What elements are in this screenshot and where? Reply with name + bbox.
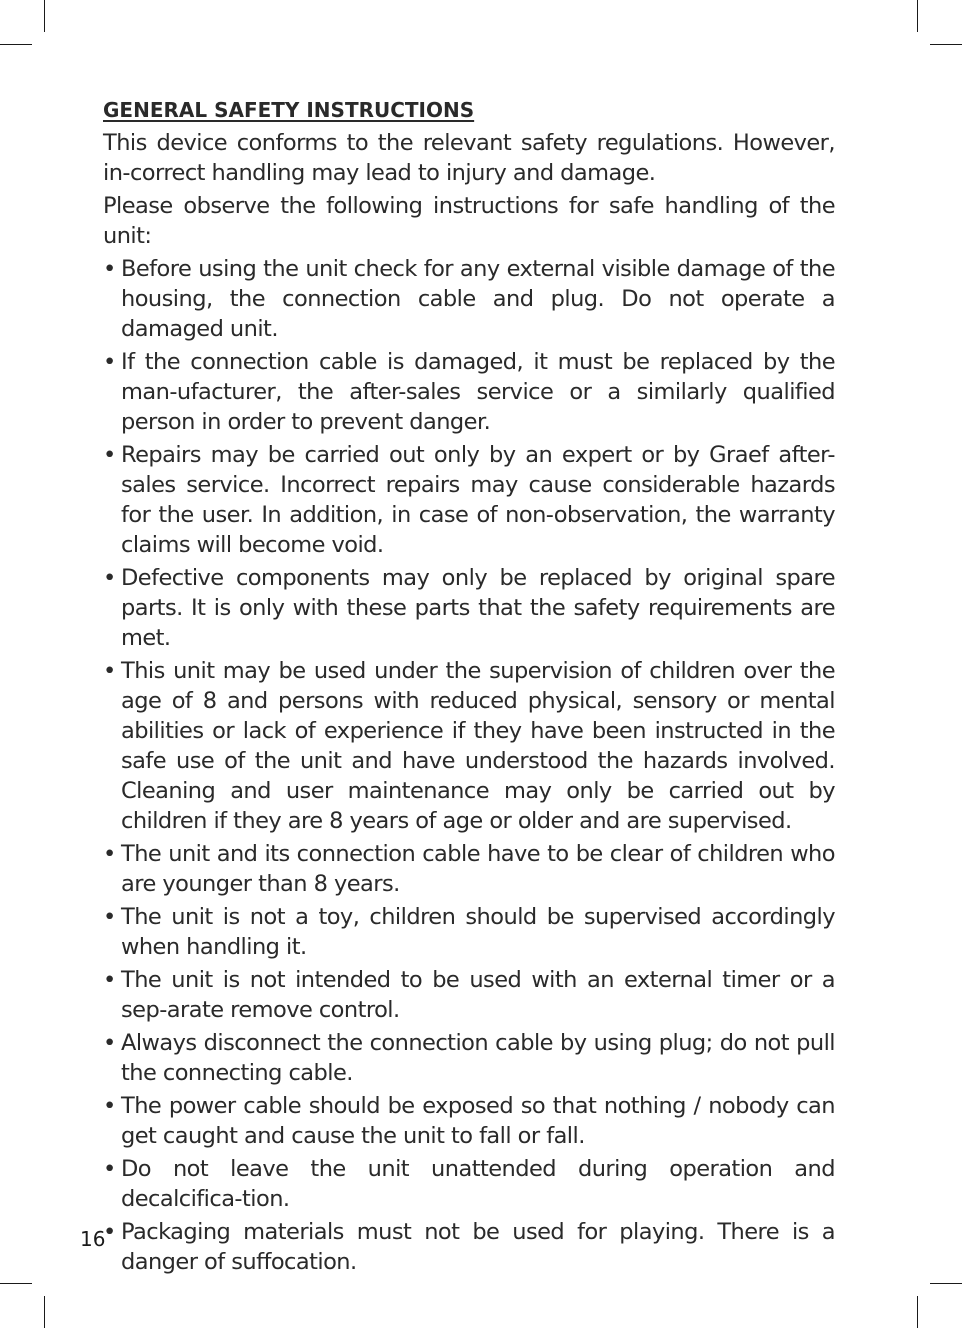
crop-mark-bottom-right-vertical	[917, 1296, 918, 1328]
list-item-text: The unit is not a toy, children should be supervised accordingly when handling it.	[121, 904, 835, 960]
list-item	[103, 347, 835, 437]
bullet-icon: •	[103, 349, 116, 375]
section-title: GENERAL SAFETY INSTRUCTIONS	[103, 98, 475, 122]
bullet-icon: •	[103, 1219, 116, 1245]
bullet-icon: •	[103, 904, 116, 930]
list-item-text: If the connection cable is damaged, it must be replaced by the man-ufacturer, the after-sales service or a similarly qualified person in order to prevent danger.	[121, 349, 835, 435]
bullet-icon: •	[103, 967, 116, 993]
list-item-text: Always disconnect the connection cable by using plug; do not pull the connecting cable.	[121, 1030, 835, 1086]
bullet-icon: •	[103, 841, 116, 867]
bullet-icon: •	[103, 565, 116, 591]
crop-mark-top-right-vertical	[917, 0, 918, 32]
crop-mark-top-right-horizontal	[930, 44, 962, 45]
list-item	[103, 656, 835, 836]
safety-instructions-section	[103, 96, 835, 1280]
list-item-text: The unit and its connection cable have to be clear of children who are younger than 8 years.	[121, 841, 835, 897]
safety-bullet-list	[103, 254, 835, 1277]
crop-mark-bottom-right-horizontal	[930, 1283, 962, 1284]
crop-mark-top-left-horizontal	[0, 44, 32, 45]
list-item	[103, 839, 835, 899]
list-item	[103, 1217, 835, 1277]
bullet-icon: •	[103, 658, 116, 684]
bullet-icon: •	[103, 1030, 116, 1056]
crop-mark-bottom-left-horizontal	[0, 1283, 32, 1284]
list-item-text: Repairs may be carried out only by an expert or by Graef after-sales service. Incorrect repairs may cause considerable hazards for the user. In addition, in case of non-observation, the warranty claims will become void.	[121, 442, 835, 558]
bullet-icon: •	[103, 442, 116, 468]
page-number: 16	[80, 1227, 106, 1251]
list-item-text: Packaging materials must not be used for playing. There is a danger of suffocation.	[121, 1219, 835, 1275]
list-item-text: The power cable should be exposed so that nothing / nobody can get caught and cause the unit to fall or fall.	[121, 1093, 835, 1149]
bullet-icon: •	[103, 256, 116, 282]
list-item	[103, 1154, 835, 1214]
list-item	[103, 1091, 835, 1151]
list-item	[103, 440, 835, 560]
list-item-text: The unit is not intended to be used with an external timer or a sep-arate remove control.	[121, 967, 835, 1023]
list-item-text: This unit may be used under the supervision of children over the age of 8 and persons with reduced physical, sensory or mental abilities or lack of experience if they have been instructed in the safe use of the unit and have understood the hazards involved. Cleaning and user maintenance may only be carried out by children if they are 8 years of age or older and are supervised.	[121, 658, 835, 834]
list-item	[103, 902, 835, 962]
intro-paragraph-1: This device conforms to the relevant safety regulations. However, in-correct handling may lead to injury and damage.	[103, 130, 835, 186]
list-item-text: Before using the unit check for any external visible damage of the housing, the connection cable and plug. Do not operate a damaged unit.	[121, 256, 835, 342]
list-item	[103, 254, 835, 344]
crop-mark-bottom-left-vertical	[44, 1296, 45, 1328]
list-item	[103, 1028, 835, 1088]
list-item	[103, 563, 835, 653]
list-item-text: Defective components may only be replaced by original spare parts. It is only with these parts that the safety requirements are met.	[121, 565, 835, 651]
list-item	[103, 965, 835, 1025]
intro-paragraph-2: Please observe the following instructions for safe handling of the unit:	[103, 193, 835, 249]
list-item-text: Do not leave the unit unattended during operation and decalcifica-tion.	[121, 1156, 835, 1212]
bullet-icon: •	[103, 1093, 116, 1119]
crop-mark-top-left-vertical	[44, 0, 45, 32]
bullet-icon: •	[103, 1156, 116, 1182]
